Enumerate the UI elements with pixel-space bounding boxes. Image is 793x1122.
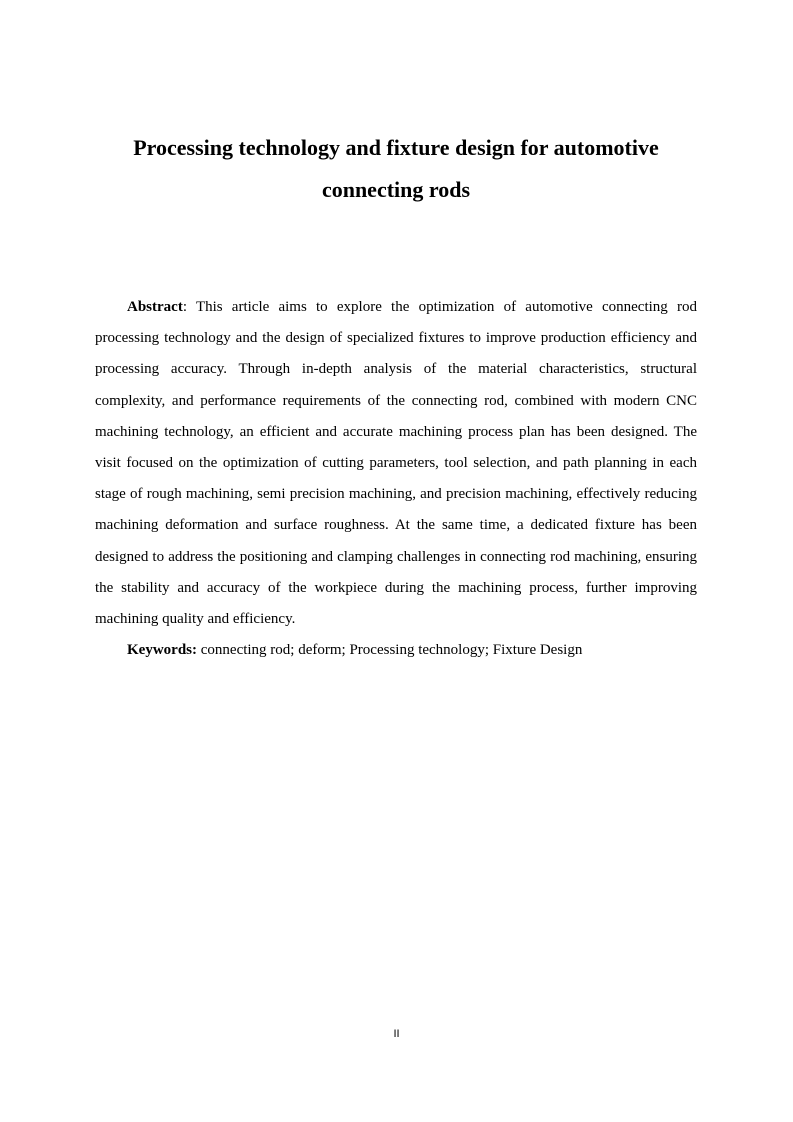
abstract-section xyxy=(95,292,697,666)
abstract-label: Abstract xyxy=(127,299,183,315)
abstract-separator: : xyxy=(182,299,196,315)
keywords-text: connecting rod; deform; Processing technology; Fixture Design xyxy=(197,642,583,659)
page-number: II xyxy=(393,1028,400,1040)
abstract-text: This article aims to explore the optimization of automotive connecting rod processing technology and the design of specialized fixtures to improve production efficiency and processing accuracy. Through in-depth analysis of the material characteristics, structural complexity, and performance requirements of the connecting rod, combined with modern CNC machining technology, an efficient and accurate machining process plan has been designed. The visit focused on the optimization of cutting parameters, tool selection, and path planning in each stage of rough machining, semi precision machining, and precision machining, effectively reducing machining deformation and surface roughness. At the same time, a dedicated fixture has been designed to address the positioning and clamping challenges in connecting rod machining, ensuring the stability and accuracy of the workpiece during the machining process, further improving machining quality and efficiency. xyxy=(95,299,697,628)
title-line-1: Processing technology and fixture design for automotive xyxy=(133,135,659,160)
title-line-2: connecting rods xyxy=(321,177,471,202)
abstract-paragraph xyxy=(95,292,697,635)
paper-title xyxy=(95,127,697,211)
keywords-label: Keywords: xyxy=(127,642,197,659)
keywords-paragraph xyxy=(95,635,697,666)
